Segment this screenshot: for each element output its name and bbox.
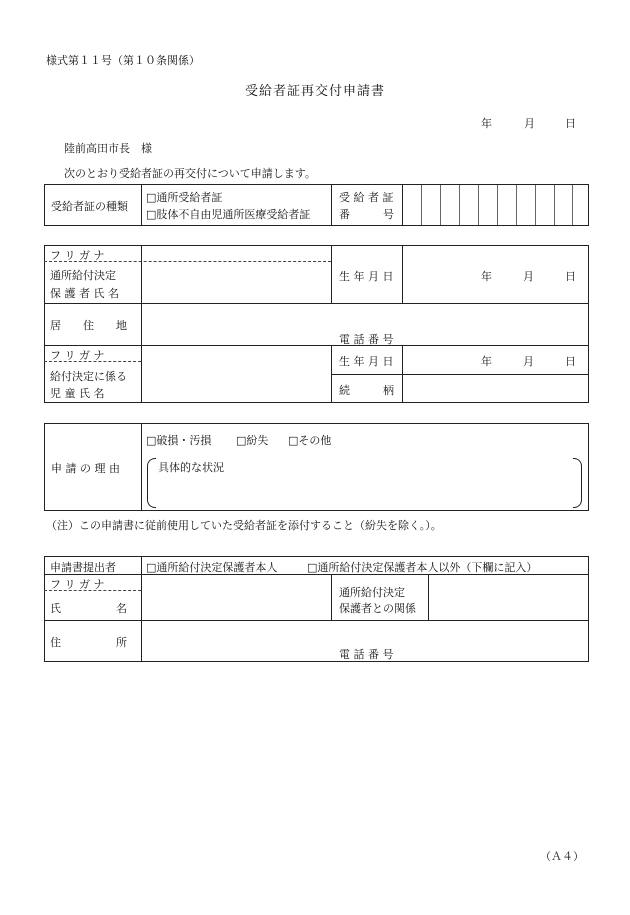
checkbox-medical-certificate[interactable]: □肢体不自由児通所医療受給者証	[146, 208, 311, 221]
birth-date-label: 生 年 月 日	[339, 270, 394, 283]
relationship-label: 続 柄	[339, 384, 394, 397]
checkbox-outpatient-certificate[interactable]: □通所受給者証	[146, 191, 223, 204]
form-number: 様式第１１号（第１０条関係）	[46, 54, 200, 67]
birth-year: 年	[481, 270, 492, 283]
guardian-name-label-1: 通所給付決定	[50, 269, 116, 282]
child-birth-month: 月	[523, 355, 534, 368]
date-day: 日	[565, 117, 576, 130]
certificate-number-label-1: 受 給 者 証	[339, 191, 394, 204]
furigana-label-child: フ リ ガ ナ	[50, 349, 105, 362]
checkbox-damage[interactable]: □破損・汚損	[146, 434, 212, 447]
child-name-label-1: 給付決定に係る	[50, 370, 127, 383]
furigana-label: フ リ ガ ナ	[50, 249, 105, 262]
document-title: 受給者証再交付申請書	[244, 84, 385, 99]
child-birth-date-label: 生 年 月 日	[339, 355, 394, 368]
paper-size-label: （Ａ４）	[540, 850, 584, 863]
certificate-number-label-2: 番 号	[339, 208, 394, 221]
reason-label: 申 請 の 理 由	[51, 462, 120, 475]
detail-bracket-left	[147, 458, 156, 508]
submitter-furigana-label: フ リ ガ ナ	[50, 578, 105, 591]
child-birth-day: 日	[565, 355, 576, 368]
submitter-address-label: 住 所	[50, 636, 127, 649]
birth-month: 月	[523, 270, 534, 283]
residence-label: 居 住 地	[50, 319, 127, 332]
detail-bracket-right	[573, 458, 582, 508]
date-month: 月	[524, 117, 535, 130]
checkbox-guardian-self[interactable]: □通所給付決定保護者本人	[146, 561, 278, 574]
guardian-name-label-2: 保 護 者 氏 名	[50, 287, 119, 300]
submitter-phone-label: 電 話 番 号	[339, 648, 394, 661]
checkbox-guardian-other[interactable]: □通所給付決定保護者本人以外（下欄に記入）	[307, 561, 538, 574]
phone-label: 電 話 番 号	[339, 333, 394, 346]
checkbox-lost[interactable]: □紛失	[236, 434, 269, 447]
certificate-type-label: 受給者証の種類	[51, 200, 128, 213]
child-name-label-2: 児 童 氏 名	[50, 387, 105, 400]
submitter-label: 申請書提出者	[50, 561, 116, 574]
addressee: 陸前高田市長 様	[64, 142, 152, 155]
date-year: 年	[481, 117, 492, 130]
relation-label-1: 通所給付決定	[339, 586, 405, 599]
birth-day: 日	[565, 270, 576, 283]
detail-label: 具体的な状況	[158, 461, 224, 474]
relation-label-2: 保護者との関係	[339, 602, 416, 615]
attachment-note: （注）この申請書に従前使用していた受給者証を添付すること（紛失を除く。）。	[46, 519, 442, 532]
submitter-name-label: 氏 名	[50, 602, 127, 615]
intro-text: 次のとおり受給者証の再交付について申請します。	[64, 167, 316, 180]
child-birth-year: 年	[481, 355, 492, 368]
checkbox-other[interactable]: □その他	[288, 434, 332, 447]
